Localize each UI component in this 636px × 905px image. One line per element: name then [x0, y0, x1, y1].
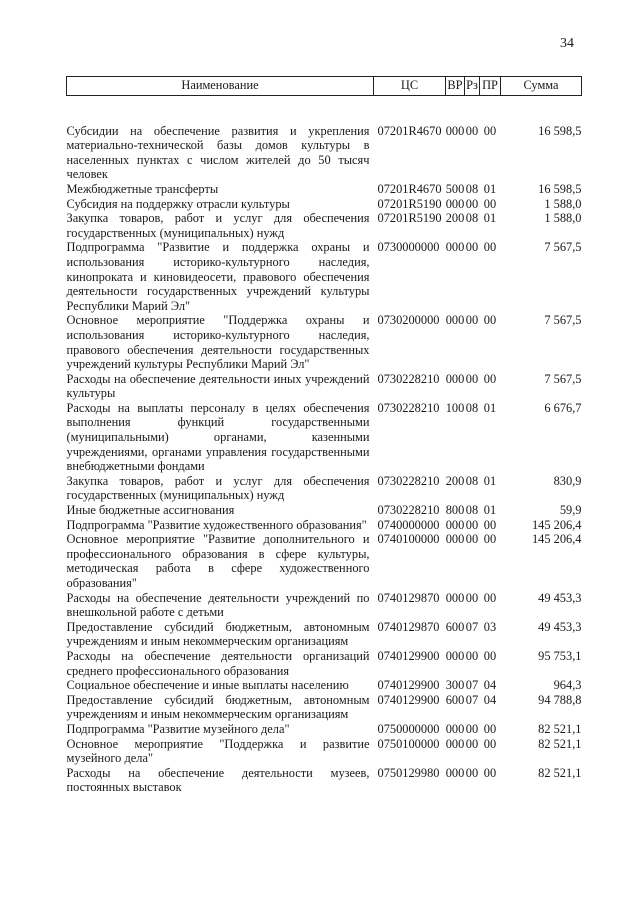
- cell-cs: 0750100000: [377, 736, 440, 751]
- cell-cs: 0740129900: [377, 692, 440, 707]
- cell-cs: 07201R4670: [377, 123, 442, 138]
- cell-cs: 0740129900: [377, 678, 440, 693]
- cell-vr: 000: [445, 517, 465, 532]
- cell-name: Закупка товаров, работ и услуг для обеспечения государственных (муниципальных) нужд: [66, 473, 370, 503]
- table-row: [67, 503, 582, 518]
- cell-vr: 100: [445, 400, 465, 415]
- cell-pr: 04: [483, 678, 497, 693]
- cell-rz: 07: [465, 619, 479, 634]
- cell-name: Социальное обеспечение и иные выплаты населению: [66, 678, 349, 693]
- table-row: [67, 649, 582, 678]
- table-row: [67, 95, 582, 182]
- cell-rz: 00: [465, 736, 479, 751]
- cell-pr: 00: [483, 765, 497, 780]
- cell-name: Расходы на выплаты персоналу в целях обеспечения выполнения функций государственными (муниципальными) органами, казенными учреждениями, органами управления государственными внебюджетными фондами: [66, 400, 370, 474]
- table-row: [67, 591, 582, 620]
- cell-name: Иные бюджетные ассигнования: [66, 503, 235, 518]
- cell-cs: 0730200000: [377, 313, 440, 328]
- table-row: [67, 401, 582, 474]
- cell-cs: 0730228210: [377, 400, 440, 415]
- page-number: 34: [560, 36, 574, 51]
- table-row: [67, 722, 582, 737]
- cell-cs: 0730228210: [377, 473, 440, 488]
- cell-pr: 00: [483, 313, 497, 328]
- cell-rz: 00: [465, 371, 479, 386]
- table-row: [67, 474, 582, 503]
- cell-name: Межбюджетные трансферты: [66, 181, 219, 196]
- cell-sum: 145 206,4: [531, 532, 582, 547]
- cell-cs: 0750000000: [377, 721, 440, 736]
- table-row: [67, 678, 582, 693]
- cell-sum: 830,9: [553, 473, 582, 488]
- cell-cs: 0730000000: [377, 240, 440, 255]
- table-row: [67, 197, 582, 212]
- cell-rz: 00: [465, 240, 479, 255]
- cell-rz: 00: [465, 313, 479, 328]
- cell-vr: 000: [445, 371, 465, 386]
- cell-vr: 000: [445, 240, 465, 255]
- cell-vr: 800: [445, 503, 465, 518]
- cell-sum: 1 588,0: [544, 196, 582, 211]
- header-vr: ВР: [446, 77, 465, 96]
- cell-sum: 82 521,1: [538, 721, 582, 736]
- cell-rz: 00: [465, 648, 479, 663]
- cell-vr: 200: [445, 473, 465, 488]
- table-row: [67, 532, 582, 590]
- cell-vr: 600: [445, 692, 465, 707]
- table-row: [67, 518, 582, 533]
- cell-name: Основное мероприятие "Поддержка и развитие музейного дела": [66, 736, 370, 766]
- cell-cs: 0730228210: [377, 503, 440, 518]
- cell-rz: 00: [465, 765, 479, 780]
- cell-rz: 00: [465, 196, 479, 211]
- table-row: [67, 620, 582, 649]
- cell-vr: 000: [445, 313, 465, 328]
- cell-pr: 00: [483, 736, 497, 751]
- cell-name: Подпрограмма "Развитие и поддержка охраны и использования историко-культурного наследия, кинопроката и киновидеосети, правового обеспечения деятельности государственных учреждений культуры Республики Марий Эл": [66, 240, 370, 313]
- table-row: [67, 211, 582, 240]
- cell-rz: 00: [465, 590, 479, 605]
- cell-vr: 000: [445, 590, 465, 605]
- cell-cs: 07201R4670: [377, 181, 442, 196]
- cell-cs: 0750129980: [377, 765, 440, 780]
- cell-name: Субсидии на обеспечение развития и укрепления материально-технической базы домов культуры в населенных пунктах с числом жителей до 50 тысяч человек: [66, 123, 370, 182]
- cell-sum: 94 788,8: [538, 692, 582, 707]
- cell-rz: 08: [465, 503, 479, 518]
- header-rz: Рз: [465, 77, 480, 96]
- table-row: [67, 693, 582, 722]
- cell-sum: 145 206,4: [531, 517, 582, 532]
- table-row: [67, 737, 582, 766]
- header-name: Наименование: [67, 77, 374, 96]
- cell-pr: 00: [483, 196, 497, 211]
- cell-pr: 00: [483, 240, 497, 255]
- cell-name: Расходы на обеспечение деятельности организаций среднего профессионального образования: [66, 648, 370, 678]
- cell-vr: 600: [445, 619, 465, 634]
- cell-name: Предоставление субсидий бюджетным, автономным учреждениям и иным некоммерческим организациям: [66, 692, 370, 722]
- cell-name: Предоставление субсидий бюджетным, автономным учреждениям и иным некоммерческим организациям: [66, 619, 370, 649]
- cell-sum: 16 598,5: [538, 123, 582, 138]
- cell-cs: 0740129870: [377, 590, 440, 605]
- cell-pr: 00: [483, 517, 497, 532]
- cell-vr: 000: [445, 648, 465, 663]
- cell-rz: 08: [465, 400, 479, 415]
- cell-sum: 1 588,0: [544, 211, 582, 226]
- header-pr: ПР: [480, 77, 501, 96]
- cell-rz: 07: [465, 678, 479, 693]
- cell-sum: 7 567,5: [544, 313, 582, 328]
- cell-name: Расходы на обеспечение деятельности музеев, постоянных выставок: [66, 765, 370, 795]
- cell-cs: 0740000000: [377, 517, 440, 532]
- cell-name: Подпрограмма "Развитие художественного образования": [66, 517, 367, 532]
- cell-pr: 00: [483, 721, 497, 736]
- cell-sum: 7 567,5: [544, 240, 582, 255]
- cell-sum: 49 453,3: [538, 590, 582, 605]
- cell-name: Расходы на обеспечение деятельности иных учреждений культуры: [66, 371, 370, 401]
- table-header-row: [67, 77, 582, 96]
- table-row: [67, 182, 582, 197]
- cell-name: Субсидия на поддержку отрасли культуры: [66, 196, 290, 211]
- cell-pr: 00: [483, 590, 497, 605]
- cell-pr: 00: [483, 648, 497, 663]
- cell-sum: 6 676,7: [544, 400, 582, 415]
- cell-vr: 200: [445, 211, 465, 226]
- cell-sum: 49 453,3: [538, 619, 582, 634]
- header-cs: ЦС: [374, 77, 446, 96]
- cell-name: Закупка товаров, работ и услуг для обеспечения государственных (муниципальных) нужд: [66, 211, 370, 240]
- cell-sum: 59,9: [559, 503, 582, 518]
- cell-sum: 16 598,5: [538, 181, 582, 196]
- cell-pr: 03: [483, 619, 497, 634]
- table-row: [67, 766, 582, 795]
- cell-vr: 000: [445, 736, 465, 751]
- cell-vr: 000: [445, 721, 465, 736]
- cell-name: Подпрограмма "Развитие музейного дела": [66, 721, 290, 736]
- table-row: [67, 372, 582, 401]
- cell-vr: 000: [445, 532, 465, 547]
- cell-rz: 07: [465, 692, 479, 707]
- cell-sum: 95 753,1: [538, 648, 582, 663]
- cell-pr: 00: [483, 123, 497, 138]
- cell-rz: 08: [465, 181, 479, 196]
- table-row: [67, 313, 582, 371]
- cell-vr: 000: [445, 765, 465, 780]
- cell-sum: 7 567,5: [544, 371, 582, 386]
- cell-vr: 000: [445, 123, 465, 138]
- cell-cs: 07201R5190: [377, 211, 442, 226]
- cell-vr: 500: [445, 181, 465, 196]
- cell-name: Расходы на обеспечение деятельности учреждений по внешкольной работе с детьми: [66, 590, 370, 620]
- cell-cs: 0740100000: [377, 532, 440, 547]
- budget-table: [66, 76, 582, 795]
- cell-rz: 00: [465, 721, 479, 736]
- cell-pr: 01: [483, 400, 497, 415]
- cell-pr: 01: [483, 211, 497, 226]
- cell-name: Основное мероприятие "Развитие дополнительного и профессионального образования в сфере культуры, методическая работа в сфере художественного образования": [66, 532, 370, 590]
- cell-rz: 00: [465, 123, 479, 138]
- table-row: [67, 240, 582, 313]
- cell-pr: 04: [483, 692, 497, 707]
- cell-rz: 08: [465, 211, 479, 226]
- cell-pr: 01: [483, 473, 497, 488]
- cell-sum: 82 521,1: [538, 736, 582, 751]
- cell-vr: 000: [445, 196, 465, 211]
- cell-cs: 0740129870: [377, 619, 440, 634]
- cell-name: Основное мероприятие "Поддержка охраны и использования историко-культурного наследия, правового обеспечения деятельности государственных учреждений культуры Республики Марий Эл": [66, 313, 370, 372]
- cell-pr: 01: [483, 181, 497, 196]
- cell-rz: 08: [465, 473, 479, 488]
- cell-vr: 300: [445, 678, 465, 693]
- cell-sum: 964,3: [553, 678, 582, 693]
- cell-pr: 00: [483, 371, 497, 386]
- cell-pr: 01: [483, 503, 497, 518]
- cell-cs: 07201R5190: [377, 196, 442, 211]
- cell-sum: 82 521,1: [538, 765, 582, 780]
- cell-pr: 00: [483, 532, 497, 547]
- cell-rz: 00: [465, 517, 479, 532]
- cell-rz: 00: [465, 532, 479, 547]
- cell-cs: 0730228210: [377, 371, 440, 386]
- header-sum: Сумма: [501, 77, 582, 96]
- table-body: [67, 95, 582, 795]
- cell-cs: 0740129900: [377, 648, 440, 663]
